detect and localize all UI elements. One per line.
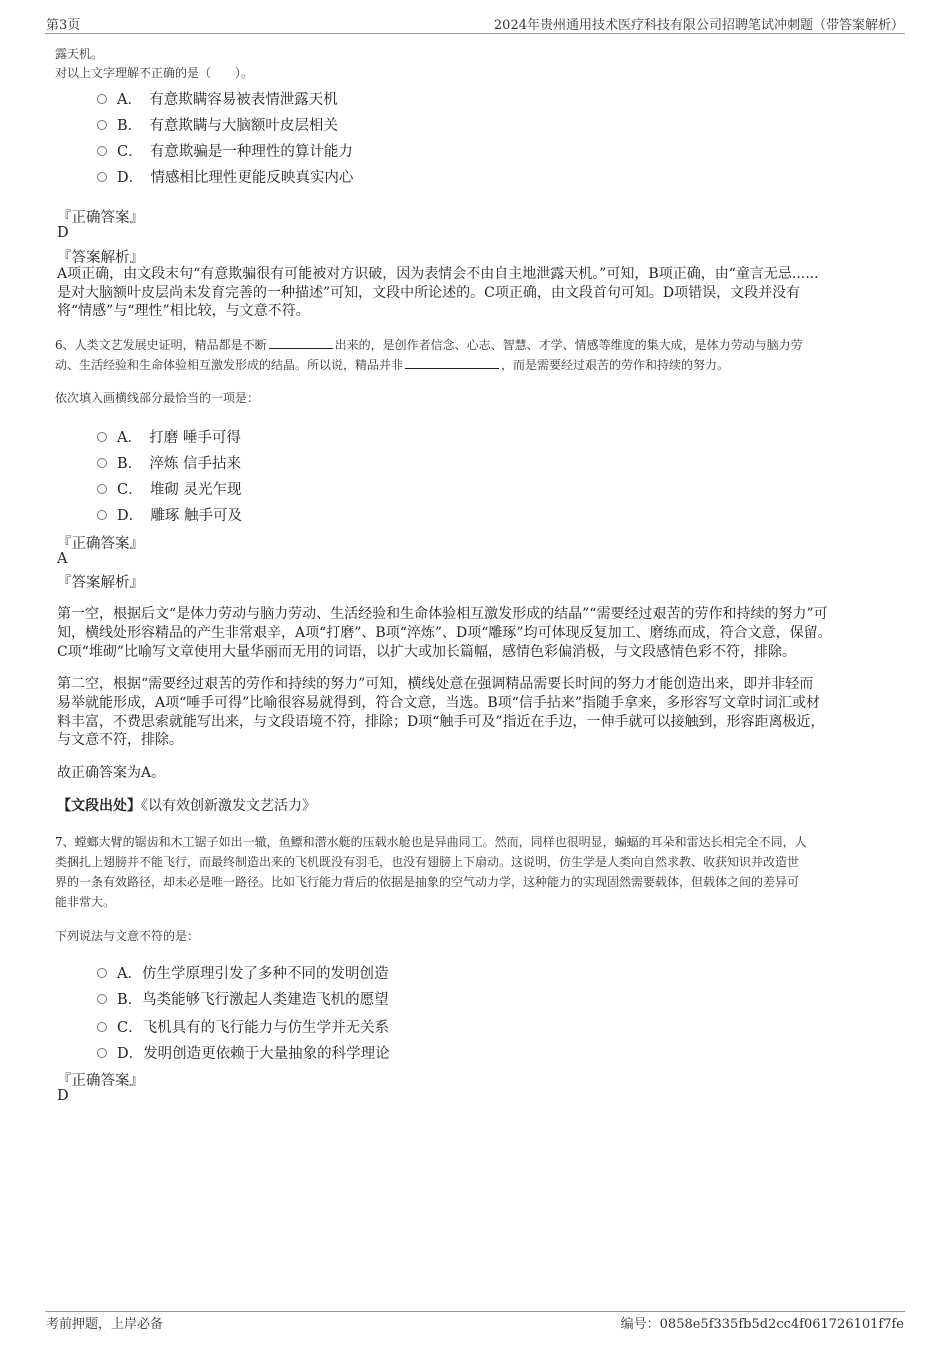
footer-slogan: 考前押题，上岸必备 (46, 1317, 164, 1332)
conclusion: 故正确答案为A。 (57, 765, 166, 781)
option-b[interactable] (97, 114, 338, 135)
radio-icon[interactable] (97, 458, 107, 468)
source-title: 《以有效创新激发文艺活力》 (141, 798, 316, 814)
question-prompt: 依次填入画横线部分最恰当的一项是： (55, 391, 260, 405)
option-c[interactable] (97, 1016, 389, 1037)
option-c[interactable] (97, 140, 353, 161)
analysis-line: 与文意不符，排除。 (57, 732, 183, 748)
analysis-line: 是对大脑额叶皮层尚未发育完善的一种描述”可知，文段中所论述的。C项正确，由文段首句可知。D项错误，文段并没有 (57, 285, 801, 301)
radio-icon[interactable] (97, 510, 107, 520)
passage-continuation: 露天机。 (55, 47, 104, 61)
option-a[interactable] (97, 88, 338, 109)
radio-icon[interactable] (97, 968, 107, 978)
radio-icon[interactable] (97, 484, 107, 494)
document-code (621, 1313, 904, 1332)
question-stem-line: 类捆扎上翅膀并不能飞行，而最终制造出来的飞机既没有羽毛，也没有翅膀上下扇动。这说明，仿生学是人类向自然求教、收获知识并改造世 (55, 855, 800, 869)
radio-icon[interactable] (97, 94, 107, 104)
source-label: 【文段出处】 (57, 798, 141, 814)
analysis-line: 易举就能形成，A项“唾手可得”比喻很容易就得到，符合文意，当选。B项“信手拈来”指随手拿来，多形容写文章时词汇或材 (57, 695, 821, 711)
radio-icon[interactable] (97, 1048, 107, 1058)
document-title: 2024年贵州通用技术医疗科技有限公司招聘笔试冲刺题（带答案解析） (493, 18, 904, 33)
footer-divider (45, 1311, 905, 1312)
option-label: C． 有意欺骗是一种理性的算计能力 (117, 144, 353, 160)
fill-blank (269, 335, 333, 349)
question-stem-line: 7、螳螂大臂的锯齿和木工锯子如出一辙，鱼鳔和潜水艇的压载水舱也是异曲同工。然而，同样也很明显，蝙蝠的耳朵和雷达长相完全不同，人 (55, 835, 807, 849)
radio-icon[interactable] (97, 994, 107, 1004)
analysis-title: 『答案解析』 (57, 575, 144, 591)
page-number: 第3页 (46, 18, 81, 33)
analysis-line: C项“堆砌”比喻写文章使用大量华丽而无用的词语，以扩大或加长篇幅，感情色彩偏消极，与文段感情色彩不符，排除。 (57, 644, 797, 660)
analysis-line: 第一空，根据后文“是体力劳动与脑力劳动、生活经验和生命体验相互激发形成的结晶”“需要经过艰苦的劳作和持续的努力”可 (57, 606, 828, 622)
answer-title: 『正确答案』 (57, 536, 144, 552)
code-label: 编号： (620, 1317, 660, 1332)
option-label: C． 堆砌 灵光乍现 (117, 482, 242, 498)
option-d[interactable] (97, 504, 242, 525)
option-label: D． 情感相比理性更能反映真实内心 (117, 170, 354, 186)
question-stem-line (55, 335, 803, 356)
analysis-line: A项正确，由文段末句“有意欺骗很有可能被对方识破，因为表情会不由自主地泄露天机。”可知，B项正确，由“童言无忌...... (57, 266, 819, 282)
option-c[interactable] (97, 478, 241, 499)
fill-blank (405, 355, 499, 369)
option-a[interactable] (97, 962, 388, 983)
answer-value: A (57, 551, 68, 567)
question-stem-line: 界的一条有效路径，却未必是唯一路径。比如飞行能力背后的依据是抽象的空气动力学，这种能力的实现固然需要载体，但载体之间的差异可 (55, 875, 800, 889)
radio-icon[interactable] (97, 172, 107, 182)
analysis-line: 将“情感”与“理性”相比较，与文意不符。 (57, 303, 310, 319)
option-b[interactable] (97, 452, 241, 473)
option-a[interactable] (97, 426, 241, 447)
answer-value: D (57, 225, 69, 241)
option-d[interactable] (97, 1042, 390, 1063)
option-label: A． 打磨 唾手可得 (117, 430, 241, 446)
answer-title: 『正确答案』 (57, 210, 144, 226)
question-prompt: 下列说法与文意不符的是： (55, 929, 200, 943)
option-label: B． 有意欺瞒与大脑额叶皮层相关 (117, 118, 338, 134)
radio-icon[interactable] (97, 432, 107, 442)
analysis-line: 料丰富，不费思索就能写出来，与文段语境不符，排除；D项“触手可及”指近在手边，一伸手就可以接触到，形容距离极近， (57, 714, 825, 730)
header-divider (45, 33, 905, 34)
stem-text: 出来的，是创作者信念、心志、智慧、才学、情感等维度的集大成，是体力劳动与脑力劳 (334, 338, 803, 352)
source-citation (57, 797, 316, 815)
option-label: C．飞机具有的飞行能力与仿生学并无关系 (117, 1020, 390, 1036)
stem-text: 6、人类文艺发展史证明，精品都是不断 (55, 338, 267, 352)
question-stem-line (55, 355, 729, 376)
answer-title: 『正确答案』 (57, 1073, 144, 1089)
option-label: A． 有意欺瞒容易被表情泄露天机 (117, 92, 338, 108)
option-label: B． 淬炼 信手拈来 (117, 456, 242, 472)
option-b[interactable] (97, 988, 389, 1009)
option-label: B．鸟类能够飞行激起人类建造飞机的愿望 (117, 992, 389, 1008)
question-prompt: 对以上文字理解不正确的是（ ）。 (55, 66, 254, 80)
answer-value: D (57, 1088, 69, 1104)
radio-icon[interactable] (97, 1022, 107, 1032)
code-value: 0858e5f335fb5d2cc4f061726101f7fe (659, 1317, 904, 1332)
option-label: D． 雕琢 触手可及 (117, 508, 242, 524)
radio-icon[interactable] (97, 146, 107, 156)
analysis-title: 『答案解析』 (57, 250, 144, 266)
radio-icon[interactable] (97, 120, 107, 130)
analysis-line: 第二空，根据“需要经过艰苦的劳作和持续的努力”可知，横线处意在强调精品需要长时间的努力才能创造出来，即并非轻而 (57, 676, 814, 692)
stem-text: ，而是需要经过艰苦的劳作和持续的努力。 (501, 358, 730, 372)
option-label: D．发明创造更依赖于大量抽象的科学理论 (117, 1046, 390, 1062)
analysis-line: 知，横线处形容精品的产生非常艰辛，A项“打磨”、B项“淬炼”、D项“雕琢”均可体现反复加工、磨练而成，符合文意，保留。 (57, 625, 832, 641)
option-label: A．仿生学原理引发了多种不同的发明创造 (117, 966, 389, 982)
stem-text: 动、生活经验和生命体验相互激发形成的结晶。所以说，精品并非 (55, 358, 404, 372)
option-d[interactable] (97, 166, 353, 187)
question-stem-line: 能非常大。 (55, 895, 116, 909)
